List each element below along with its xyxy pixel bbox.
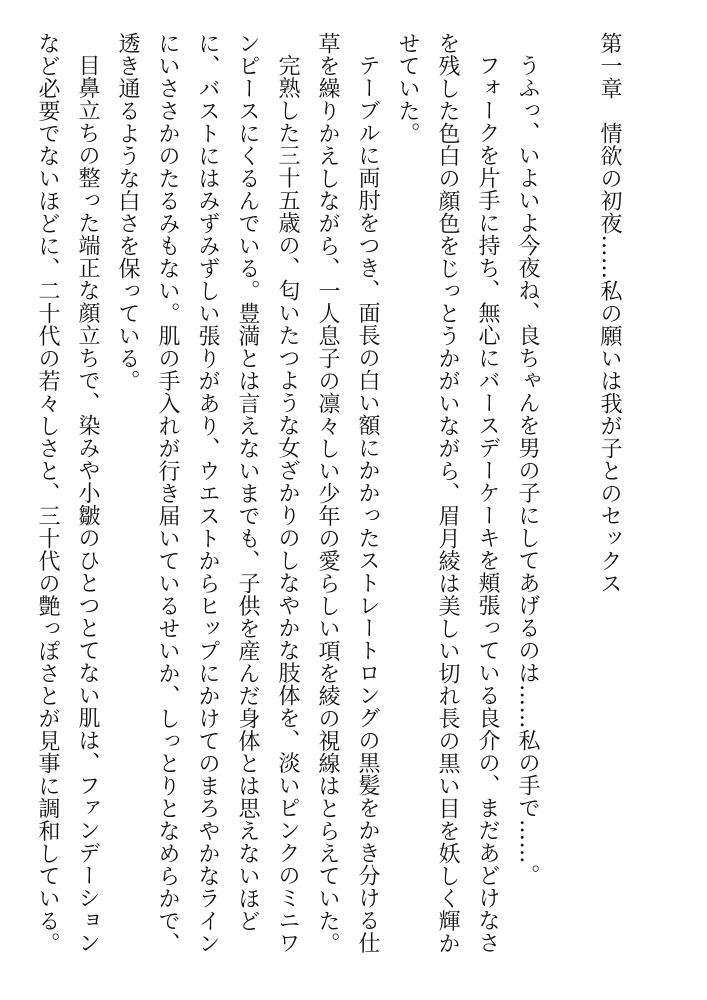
paragraph: うふっ、いよいよ今夜ね、良ちゃんを男の子にしてあげるのは……私の手で……。 — [515, 54, 540, 887]
paragraph: テーブルに両肘をつき、面長の白い額にかかったストレートロングの黒髪をかき分ける仕草を繰りかえしながら、一人息子の凛々しい少年の愛らしい項を綾の視線はとらえていた。 — [315, 32, 380, 955]
chapter-title: 第一章 情欲の初夜……私の願いは我が子とのセックス — [597, 32, 622, 595]
paragraph: 目鼻立ちの整った端正な顔立ちで、染みや小皺のひとつとてない肌は、ファンデーションなど必要でないほどに、二十代の若々しさと、三十代の艶っぽさとが見事に調和している。 — [35, 32, 100, 955]
paragraph: 完熟した三十五歳の、匂いたつような女ざかりのしなやかな肢体を、淡いピンクのミニワンピースにくるんでいる。豊満とは言えないまでも、子供を産んだ身体とは思えないほどに、バストにはみずみずしい張りがあり、ウエストからヒップにかけてのまろやかなラインにいささかのたるみもない。肌の手入れが行き届いているせいか、しっとりとなめらかで、透き通るような白さを保っている。 — [115, 32, 300, 955]
paragraph: フォークを片手に持ち、無心にバースデーケーキを頬張っている良介の、まだあどけなさを残した色白の顔色をじっとうかがいながら、眉月綾は美しい切れ長の黒い目を妖しく輝かせていた。 — [395, 32, 500, 955]
vertical-text-block — [27, 32, 629, 972]
